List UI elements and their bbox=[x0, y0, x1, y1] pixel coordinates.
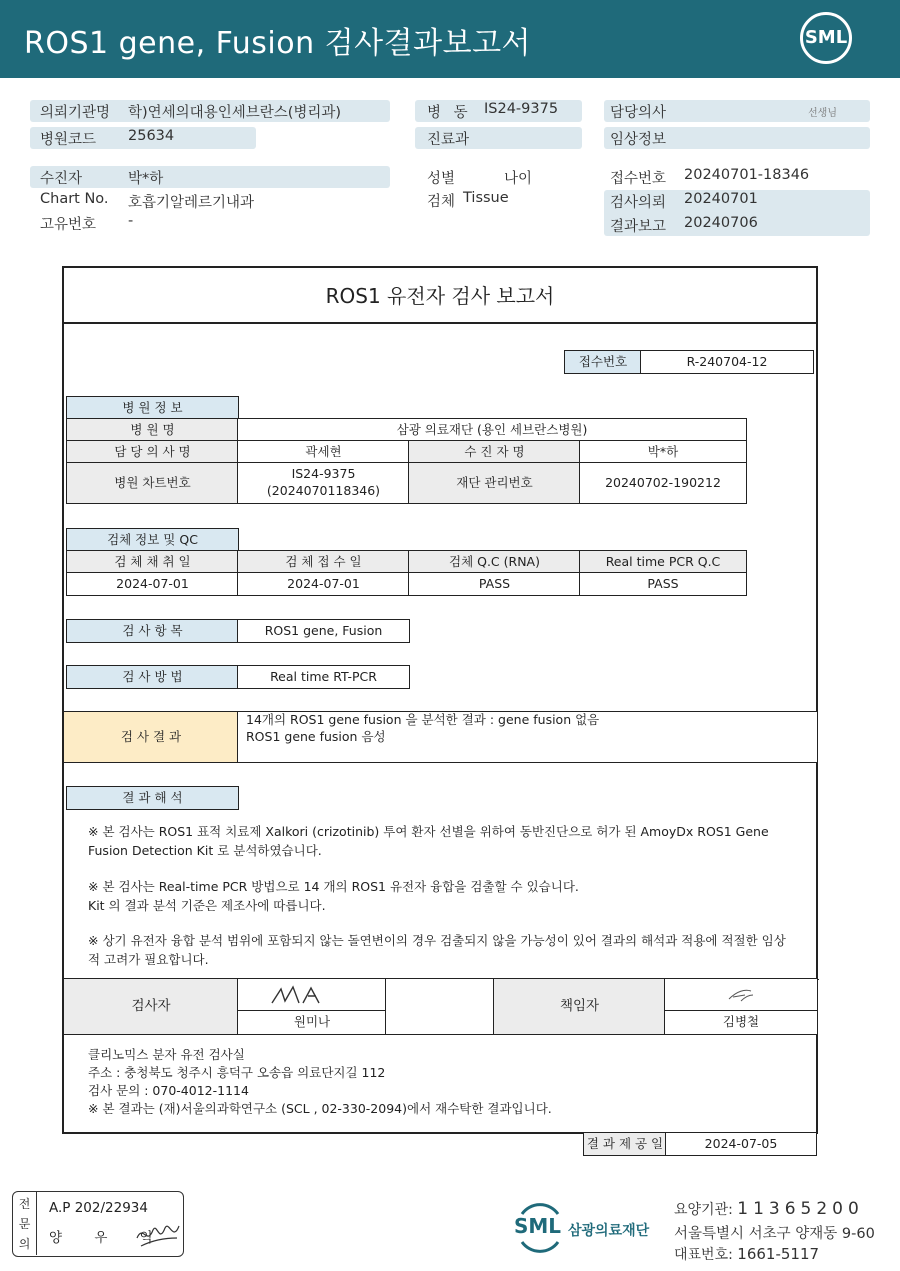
foundation-address: 서울특별시 서초구 양재동 9-60 bbox=[674, 1226, 875, 1242]
responsible-signature bbox=[664, 978, 818, 1012]
report-header-band bbox=[0, 0, 900, 78]
note-2-line1: ※ 본 검사는 Real-time PCR 방법으로 14 개의 ROS1 유전자 융합을 검출할 수 있습니다. bbox=[88, 879, 579, 894]
chart-no-value bbox=[237, 462, 410, 504]
tester-label: 검사자 bbox=[63, 978, 239, 1035]
result-line1: 14개의 ROS1 gene fusion 을 분석한 결과 : gene fusion 없음 bbox=[246, 712, 600, 727]
foundation-logo-text: SML bbox=[514, 1214, 562, 1238]
receipt-value: 20240701-18346 bbox=[684, 167, 810, 183]
patient-row-shade bbox=[30, 166, 390, 188]
col-qc-pcr: Real time PCR Q.C bbox=[579, 550, 747, 574]
chart-no-label: 병원 차트번호 bbox=[66, 462, 239, 504]
unique-value: - bbox=[128, 213, 134, 229]
result-label: 검 사 결 과 bbox=[63, 711, 239, 763]
lab-note: ※ 본 결과는 (재)서울의과학연구소 (SCL , 02-330-2094)에서 재수탁한 결과입니다. bbox=[88, 1101, 552, 1116]
specimen-value: Tissue bbox=[463, 190, 509, 206]
institution-code-value: 11365200 bbox=[737, 1199, 864, 1219]
note-3-line2: 적 고려가 필요합니다. bbox=[88, 952, 209, 967]
specimen-section: 검체 정보 및 QC bbox=[66, 528, 239, 552]
doctor-name-value: 곽세현 bbox=[237, 440, 410, 464]
tester-signature bbox=[237, 978, 387, 1012]
note-2 bbox=[88, 877, 579, 915]
clinical-label: 임상정보 bbox=[610, 132, 667, 148]
val-qc-rna: PASS bbox=[408, 572, 581, 596]
receipt-label: 접수번호 bbox=[610, 171, 667, 187]
doctor-name-label: 담 당 의 사 명 bbox=[66, 440, 239, 464]
lab-contact: 검사 문의 : 070-4012-1114 bbox=[88, 1083, 249, 1098]
foundation-phone bbox=[674, 1244, 819, 1264]
note-2-line2: Kit 의 결과 분석 기준은 제조사에 따릅니다. bbox=[88, 898, 326, 913]
stamp-signature-icon bbox=[133, 1216, 183, 1252]
hospital-name-value: 삼광 의료재단 (용인 세브란스병원) bbox=[237, 418, 747, 442]
method-label: 검 사 방 법 bbox=[66, 665, 239, 689]
foundation-no-label: 재단 관리번호 bbox=[408, 462, 581, 504]
hospital-name-label: 병 원 명 bbox=[66, 418, 239, 442]
institution-code-label: 요양기관: bbox=[674, 1202, 733, 1218]
sex-label: 성별 bbox=[427, 171, 456, 187]
lab-info bbox=[88, 1046, 552, 1118]
lab-address: 주소 : 충청북도 청주시 흥덕구 오송읍 의료단지길 112 bbox=[88, 1065, 386, 1080]
note-3 bbox=[88, 931, 786, 969]
test-item-value: ROS1 gene, Fusion bbox=[237, 619, 410, 643]
col-collect: 검 체 채 취 일 bbox=[66, 550, 239, 574]
foundation-phone-label: 대표번호: bbox=[674, 1247, 733, 1263]
report-frame bbox=[62, 266, 818, 1134]
test-item-label: 검 사 항 목 bbox=[66, 619, 239, 643]
patient-value: 박*하 bbox=[128, 171, 164, 187]
chart-no-value-line1: IS24-9375 bbox=[291, 466, 356, 482]
receipt-no-label: 접수번호 bbox=[564, 350, 642, 374]
result-line2: ROS1 gene fusion 음성 bbox=[246, 728, 386, 744]
stamp-side-label: 전문의 bbox=[13, 1192, 37, 1255]
issue-date-value: 2024-07-05 bbox=[665, 1132, 817, 1156]
val-collect: 2024-07-01 bbox=[66, 572, 239, 596]
report-title: ROS1 gene, Fusion 검사결과보고서 bbox=[24, 26, 532, 61]
chart-label: Chart No. bbox=[40, 191, 109, 207]
request-value: 20240701 bbox=[684, 191, 758, 207]
patient-label: 수진자 bbox=[40, 171, 83, 187]
hospital-info-section: 병 원 정 보 bbox=[66, 396, 239, 420]
stamp-ap-number: A.P 202/22934 bbox=[49, 1200, 148, 1216]
responsible-signature-icon bbox=[711, 983, 771, 1007]
age-label: 나이 bbox=[504, 171, 533, 187]
responsible-name: 김병철 bbox=[664, 1010, 818, 1035]
institution-value: 학)연세의대용인세브란스(병리과) bbox=[128, 105, 342, 121]
sml-logo bbox=[800, 12, 852, 64]
foundation-no-value: 20240702-190212 bbox=[579, 462, 747, 504]
chart-no-value-line2: (2024070118346) bbox=[266, 483, 381, 498]
institution-label: 의뢰기관명 bbox=[40, 105, 111, 121]
report-frame-title: ROS1 유전자 검사 보고서 bbox=[64, 268, 816, 324]
interp-label: 결 과 해 석 bbox=[66, 786, 239, 810]
sml-logo-text: SML bbox=[804, 27, 848, 48]
issue-date-label: 결 과 제 공 일 bbox=[583, 1132, 667, 1156]
receipt-no-value: R-240704-12 bbox=[640, 350, 814, 374]
patient-name-value: 박*하 bbox=[579, 440, 747, 464]
ward-label: 병 동 bbox=[427, 105, 472, 121]
tester-name: 원미나 bbox=[237, 1010, 387, 1035]
report-value: 20240706 bbox=[684, 215, 758, 231]
patient-name-label: 수 진 자 명 bbox=[408, 440, 581, 464]
col-receive: 검 체 접 수 일 bbox=[237, 550, 410, 574]
signature-blank bbox=[385, 978, 495, 1035]
col-qc-rna: 검체 Q.C (RNA) bbox=[408, 550, 581, 574]
foundation-phone-value: 1661-5117 bbox=[737, 1245, 820, 1263]
val-qc-pcr: PASS bbox=[579, 572, 747, 596]
note-1-line2: Fusion Detection Kit 로 분석하였습니다. bbox=[88, 843, 322, 858]
institution-code bbox=[674, 1199, 864, 1219]
hospital-code-label: 병원코드 bbox=[40, 132, 97, 148]
ward-value: IS24-9375 bbox=[484, 101, 559, 117]
tester-signature-icon bbox=[267, 983, 357, 1007]
foundation-name: 삼광의료재단 bbox=[568, 1223, 650, 1239]
dept-label: 진료과 bbox=[427, 132, 470, 148]
doctor-value: 선생님 bbox=[808, 108, 837, 119]
note-1 bbox=[88, 822, 769, 860]
note-1-line1: ※ 본 검사는 ROS1 표적 치료제 Xalkori (crizotinib) 투여 환자 선별을 위하여 동반진단으로 허가 된 AmoyDx ROS1 Gene bbox=[88, 824, 769, 839]
request-label: 검사의뢰 bbox=[610, 195, 667, 211]
hospital-code-value: 25634 bbox=[128, 128, 175, 144]
doctor-label: 담당의사 bbox=[610, 105, 667, 121]
unique-label: 고유번호 bbox=[40, 217, 97, 233]
responsible-label: 책임자 bbox=[493, 978, 666, 1035]
note-3-line1: ※ 상기 유전자 융합 분석 범위에 포함되지 않는 돌연변이의 경우 검출되지 않을 가능성이 있어 결과의 해석과 적용에 적절한 임상 bbox=[88, 933, 786, 948]
specimen-label: 검체 bbox=[427, 194, 456, 210]
lab-name: 클리노믹스 분자 유전 검사실 bbox=[88, 1047, 245, 1062]
result-value bbox=[237, 711, 818, 763]
chart-value: 호흡기알레르기내과 bbox=[128, 195, 255, 211]
method-value: Real time RT-PCR bbox=[237, 665, 410, 689]
report-label: 결과보고 bbox=[610, 219, 667, 235]
stamp-name: 양 우 익 bbox=[49, 1230, 167, 1246]
specialist-stamp bbox=[12, 1191, 184, 1257]
val-receive: 2024-07-01 bbox=[237, 572, 410, 596]
